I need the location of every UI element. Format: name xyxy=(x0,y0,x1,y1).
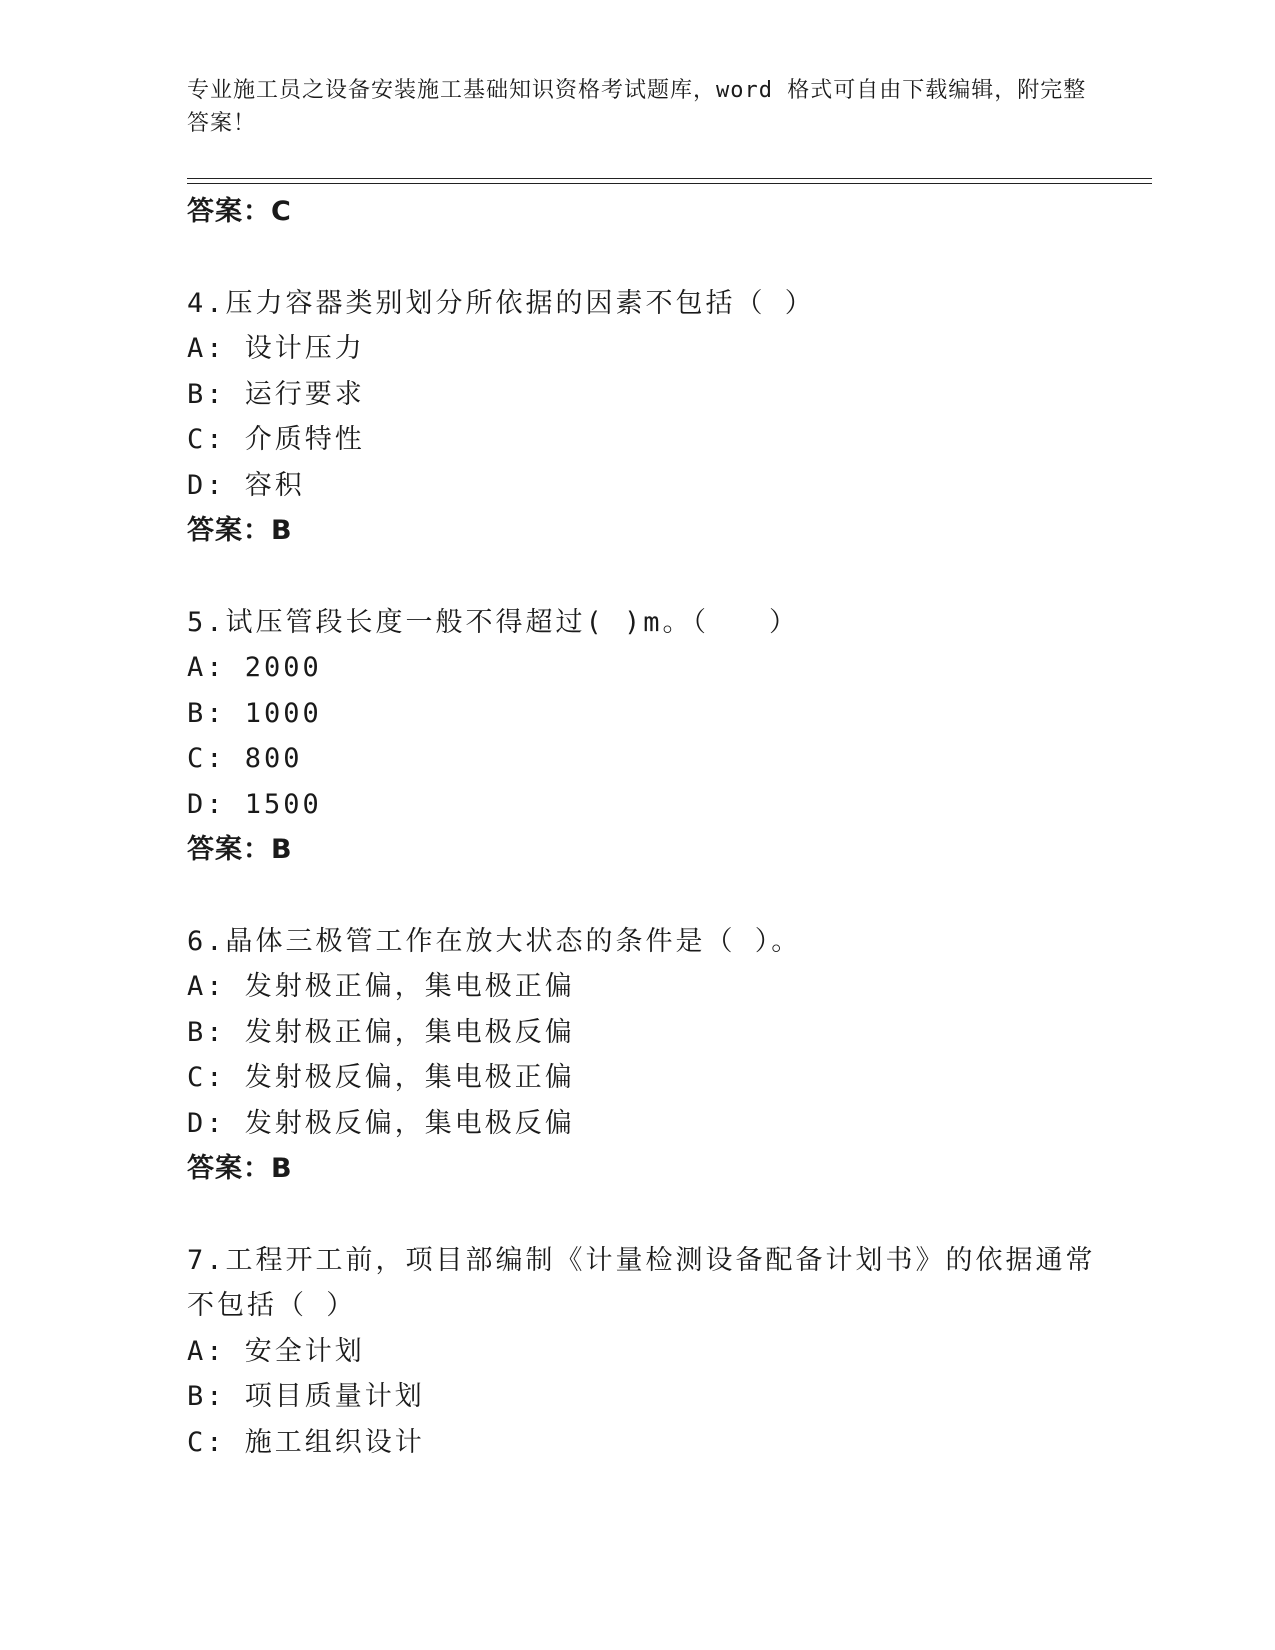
question-6 xyxy=(187,919,1127,1192)
spacer xyxy=(187,235,1127,281)
header-rule-bottom xyxy=(187,183,1152,184)
option-c: C: 介质特性 xyxy=(187,424,365,455)
option-c: C: 施工组织设计 xyxy=(187,1426,425,1458)
option-d: D: 1500 xyxy=(187,788,322,820)
spacer xyxy=(187,554,1127,600)
question-answer: 答案：B xyxy=(187,515,293,546)
question-stem-line-2: 不包括（ ） xyxy=(187,1290,357,1321)
question-stem: 4.压力容器类别划分所依据的因素不包括（ ） xyxy=(187,287,815,319)
option-b: B: 发射极正偏，集电极反偏 xyxy=(187,1016,575,1048)
option-b: B: 项目质量计划 xyxy=(187,1381,425,1412)
option-a: A: 2000 xyxy=(187,652,322,683)
answer-prev: 答案：C xyxy=(187,196,292,227)
option-d: D: 容积 xyxy=(187,469,305,501)
header-rule-top xyxy=(187,178,1152,179)
question-stem: 5.试压管段长度一般不得超过( )m。（ ） xyxy=(187,606,800,638)
question-list xyxy=(187,189,1127,1465)
question-stem-line-1: 7.工程开工前，项目部编制《计量检测设备配备计划书》的依据通常 xyxy=(187,1244,1096,1276)
document-header: 专业施工员之设备安装施工基础知识资格考试题库，word 格式可自由下载编辑，附完整答案！ xyxy=(187,78,1087,136)
option-c: C: 800 xyxy=(187,743,303,774)
option-c: C: 发射极反偏，集电极正偏 xyxy=(187,1062,575,1093)
spacer xyxy=(187,1192,1127,1238)
question-4 xyxy=(187,281,1127,554)
option-a: A: 发射极正偏，集电极正偏 xyxy=(187,971,575,1002)
option-a: A: 安全计划 xyxy=(187,1335,365,1367)
question-5 xyxy=(187,600,1127,873)
spacer xyxy=(187,873,1127,919)
option-b: B: 运行要求 xyxy=(187,378,365,410)
option-d: D: 发射极反偏，集电极反偏 xyxy=(187,1107,575,1139)
question-7 xyxy=(187,1238,1127,1466)
question-stem: 6.晶体三极管工作在放大状态的条件是（ ）。 xyxy=(187,925,802,957)
option-a: A: 设计压力 xyxy=(187,333,365,364)
question-answer: 答案：B xyxy=(187,834,293,865)
option-b: B: 1000 xyxy=(187,697,322,729)
question-answer: 答案：B xyxy=(187,1153,293,1184)
